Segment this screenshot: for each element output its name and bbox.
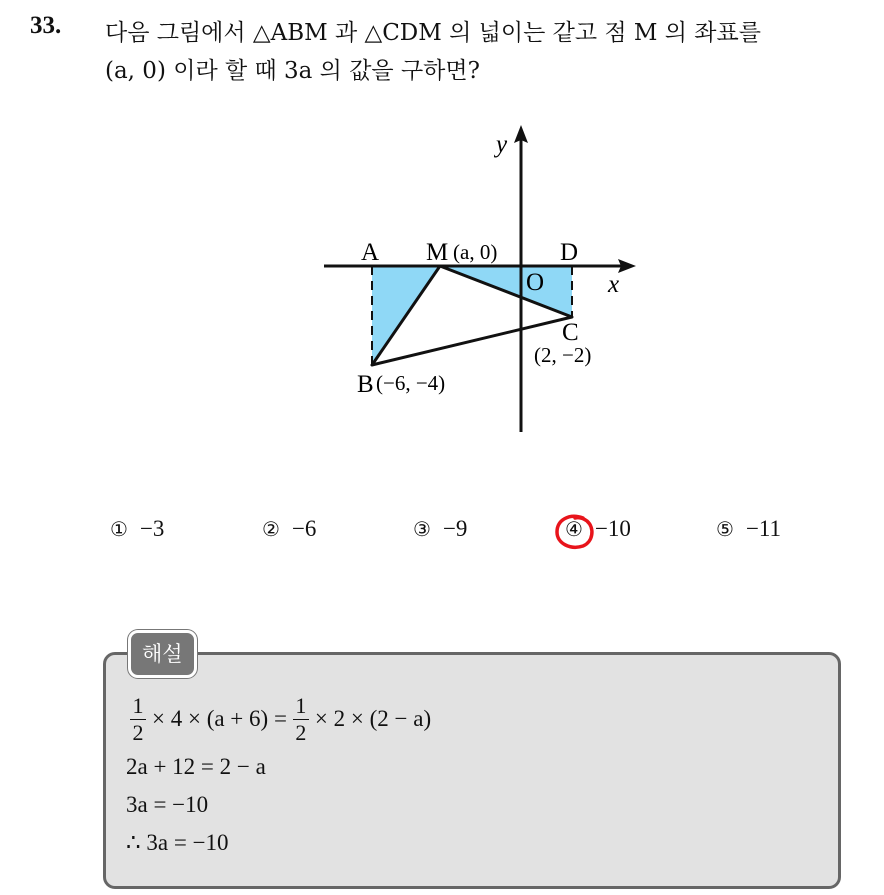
question-number: 33. — [30, 12, 62, 39]
choice-4-number: ④ — [565, 517, 583, 541]
label-y: y — [496, 131, 508, 158]
answer-choices — [0, 510, 884, 560]
coordinate-figure — [318, 122, 648, 442]
label-M: M — [426, 239, 449, 266]
choice-4-value: −10 — [594, 516, 631, 541]
solution-line-1 — [126, 690, 433, 748]
label-B: B — [357, 371, 374, 398]
label-A: A — [361, 239, 380, 266]
equation-left-rest: × 4 × (a + 6) = — [152, 706, 287, 731]
choice-2[interactable] — [262, 516, 316, 542]
label-D: D — [560, 239, 579, 266]
choice-5-value: −11 — [745, 516, 782, 541]
equation-right-rest: × 2 × (2 − a) — [314, 706, 432, 731]
label-x: x — [608, 271, 620, 298]
choice-3-value: −9 — [442, 516, 468, 541]
choice-2-number: ② — [262, 517, 280, 541]
fraction-right: $\frac{1}{2}$ — [293, 694, 309, 745]
solution-lines — [126, 690, 433, 862]
solution-line-4: ∴ 3a = −10 — [126, 830, 229, 855]
solution-line-3: 3a = −10 — [126, 792, 209, 817]
question-line-2: (a, 0) 이라 할 때 3a 의 값을 구하면? — [105, 58, 480, 84]
fraction-left: $\frac{1}{2}$ — [130, 694, 146, 745]
choice-1-number: ① — [110, 517, 128, 541]
choice-2-value: −6 — [291, 516, 317, 541]
choice-5[interactable] — [716, 516, 781, 542]
label-M-coord: (a, 0) — [453, 240, 498, 264]
question-line-1: 다음 그림에서 △ABM 과 △CDM 의 넓이는 같고 점 M 의 좌표를 — [105, 20, 761, 46]
choice-5-number: ⑤ — [716, 517, 734, 541]
choice-3[interactable] — [413, 516, 467, 542]
solution-tab: 해설 — [128, 630, 197, 678]
label-C: C — [562, 319, 579, 346]
solution-line-2: 2a + 12 = 2 − a — [126, 754, 266, 779]
choice-1-value: −3 — [139, 516, 165, 541]
question-text — [105, 14, 875, 90]
label-B-coord: (−6, −4) — [376, 371, 446, 395]
choice-1[interactable] — [110, 516, 164, 542]
label-C-coord: (2, −2) — [534, 343, 592, 367]
choice-3-number: ③ — [413, 517, 431, 541]
label-O: O — [526, 269, 545, 296]
answer-circle-mark — [553, 512, 597, 552]
